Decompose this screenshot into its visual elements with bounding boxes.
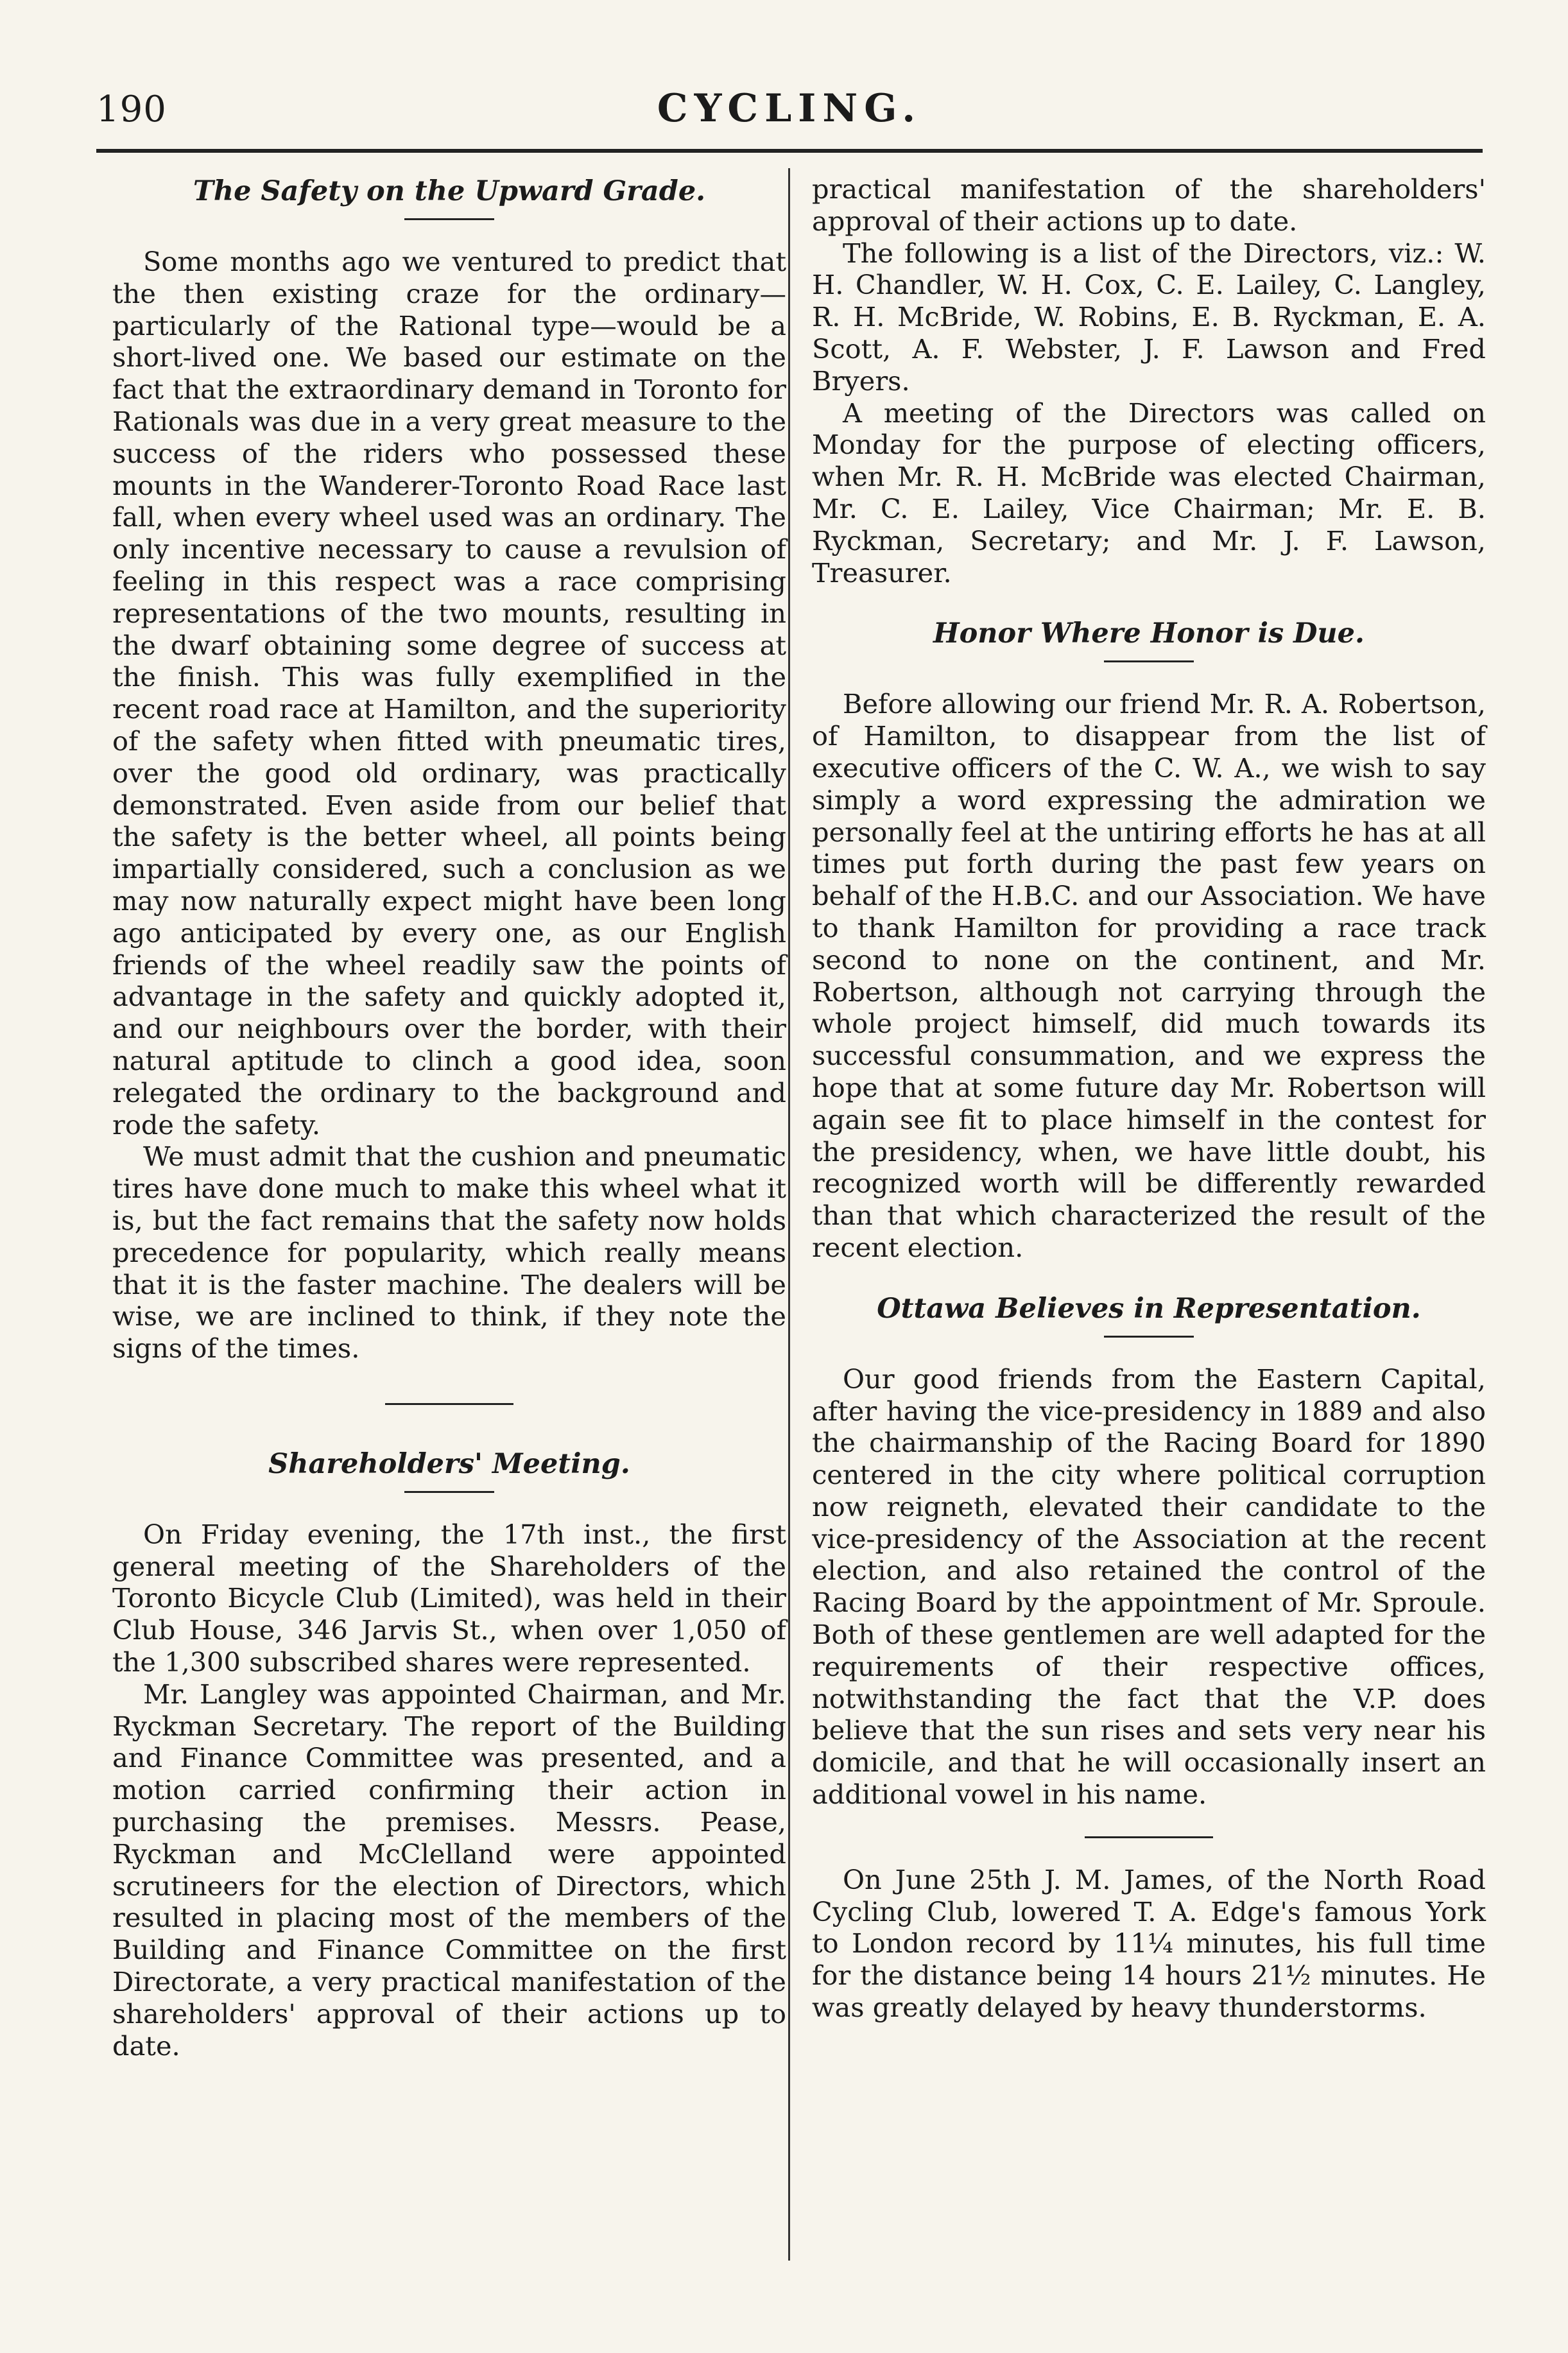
article-paragraph: Some months ago we ventured to predict that the then existing craze for the ordinary—particularly of the Rational type—would be a short-lived one. We based our estimate on the fact that the extraordinary demand in Toronto for Rationals was due in a very great measure to the success of the riders who possessed these mounts in the Wanderer-Toronto Road Race last fall, when every wheel used was an ordinary. The only incentive necessary to cause a revulsion of feeling in this respect was a race comprising representations of the two mounts, resulting in the dwarf obtaining some degree of success at the finish. This was fully exemplified in the recent road race at Hamilton, and the superiority of the safety when fitted with pneumatic tires, over the good old ordinary, was practically demonstrated. Even aside from our belief that the safety is the better wheel, all points being impartially considered, such a conclusion as we may now naturally expect might have been long ago anticipated by every one, as our English friends of the wheel readily saw the points of advantage in the safety and quickly adopted it, and our neighbours over the border, with their natural aptitude to clinch a good idea, soon relegated the ordinary to the background and rode the safety. [112,246,786,1141]
journal-title: CYCLING. [657,86,922,131]
title-rule [404,218,494,220]
article-james [812,1864,1486,2024]
article-paragraph: practical manifestation of the shareholders' approval of their actions up to date. [812,173,1486,237]
page-number: 190 [96,89,167,130]
section-rule [385,1403,513,1405]
article-paragraph: Mr. Langley was appointed Chairman, and Mr. Ryckman Secretary. The report of the Building and Finance Committee was presented, and a motion carried confirming their action in purchasing the premises. Messrs. Pease, Ryckman and McClelland were appointed scrutineers for the election of Directors, which resulted in placing most of the members of the Building and Finance Committee on the first Directorate, a very practical manifestation of the shareholders' approval of their actions up to date. [112,1678,786,2062]
article-paragraph: On Friday evening, the 17th inst., the first general meeting of the Shareholders of the Toronto Bicycle Club (Limited), was held in their Club House, 346 Jarvis St., when over 1,050 of the 1,300 subscribed shares were represented. [112,1518,786,1678]
article-ottawa [812,1291,1486,1811]
article-title: Shareholders' Meeting. [268,1447,630,1480]
spacer [812,1264,1486,1291]
article-paragraph: A meeting of the Directors was called on Monday for the purpose of electing officers, when Mr. R. H. McBride was elected Chairman, Mr. C. E. Lailey, Vice Chairman; Mr. E. B. Ryckman, Secretary; and Mr. J. F. Lawson, Treasurer. [812,397,1486,589]
article-paragraph: On June 25th J. M. James, of the North Road Cycling Club, lowered T. A. Edge's famous York to London record by 11¼ minutes, his full time for the distance being 14 hours 21½ minutes. He was greatly delayed by heavy thunderstorms. [812,1863,1486,2024]
title-rule [404,1491,494,1493]
left-column [112,173,786,2062]
article-title: The Safety on the Upward Grade. [193,175,706,207]
column-divider [788,168,790,2261]
header-rule [96,149,1483,153]
article-shareholders [112,1446,786,2062]
title-rule [1104,660,1194,662]
spacer [812,589,1486,616]
article-title: Ottawa Believes in Representation. [877,1292,1421,1325]
title-rule [1104,1336,1194,1338]
right-column [812,173,1486,2024]
section-rule [1085,1836,1213,1838]
article-paragraph: Our good friends from the Eastern Capital, after having the vice-presidency in 1889 and also the chairmanship of the Racing Board for 1890 centered in the city where political corruption now reigneth, elevated their candidate to the vice-presidency of the Association at the recent election, and also retained the control of the Racing Board by the appointment of Mr. Sproule. Both of these gentlemen are well adapted for the requirements of their respective offices, notwithstanding the fact that the V.P. does believe that the sun rises and sets very near his domicile, and that he will occasionally insert an additional vowel in his name. [812,1363,1486,1811]
article-paragraph: The following is a list of the Directors, viz.: W. H. Chandler, W. H. Cox, C. E. Lailey, C. Langley, R. H. McBride, W. Robins, E. B. Ryckman, E. A. Scott, A. F. Webster, J. F. Lawson and Fred Bryers. [812,237,1486,397]
article-safety [112,173,786,1365]
article-title: Honor Where Honor is Due. [933,617,1365,650]
article-paragraph: We must admit that the cushion and pneumatic tires have done much to make this wheel what it is, but the fact remains that the safety now holds precedence for popularity, which really means that it is the faster machine. The dealers will be wise, we are inclined to think, if they note the signs of the times. [112,1141,786,1365]
article-honor [812,616,1486,1263]
page-header [96,77,1483,141]
article-shareholders-continued [812,173,1486,589]
article-paragraph: Before allowing our friend Mr. R. A. Robertson, of Hamilton, to disappear from the list of executive officers of the C. W. A., we wish to say simply a word expressing the admiration we personally feel at the untiring efforts he has at all times put forth during the past few years on behalf of the H.B.C. and our Association. We have to thank Hamilton for providing a race track second to none on the continent, and Mr. Robertson, although not carrying through the whole project himself, did much towards its successful consummation, and we express the hope that at some future day Mr. Robertson will again see fit to place himself in the contest for the presidency, when, we have little doubt, his recognized worth will be differently rewarded than that which characterized the result of the recent election. [812,688,1486,1263]
